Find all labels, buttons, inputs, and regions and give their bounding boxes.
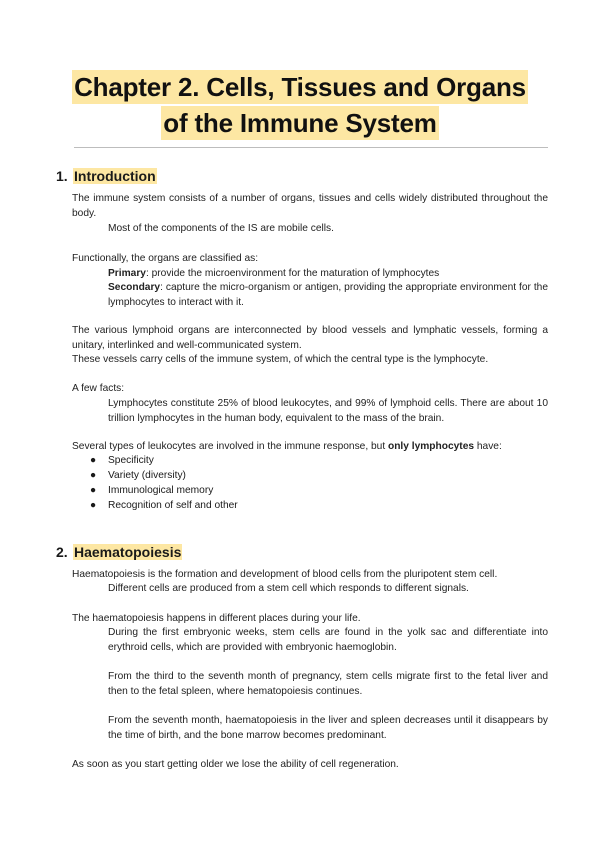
title-divider bbox=[74, 147, 548, 148]
lymphocyte-properties-list bbox=[90, 453, 238, 513]
haem-indent-2: From the third to the seventh month of pregnancy, stem cells migrate first to the fetal liver and then to the fetal spleen, where hematopoiesis continues. bbox=[108, 671, 548, 697]
list-item-text: Specificity bbox=[108, 455, 154, 466]
haem-paragraph-3: As soon as you start getting older we lose the ability of cell regeneration. bbox=[72, 759, 399, 770]
intro-paragraph-1-indent: Most of the components of the IS are mobile cells. bbox=[108, 223, 334, 234]
haem-indent-3: From the seventh month, haematopoiesis in the liver and spleen decreases until it disappears by the time of birth, and the bone marrow becomes predominant. bbox=[108, 715, 548, 741]
list-item bbox=[90, 453, 238, 468]
p6-post: have: bbox=[474, 441, 502, 452]
intro-paragraph-4: These vessels carry cells of the immune system, of which the central type is the lymphocyte. bbox=[72, 354, 489, 365]
chapter-title-line-1: Chapter 2. Cells, Tissues and Organs bbox=[74, 72, 526, 102]
intro-paragraph-5: A few facts: bbox=[72, 383, 125, 394]
bullet-icon: ● bbox=[90, 470, 97, 481]
p6-bold: only lymphocytes bbox=[387, 441, 475, 452]
section-title: Introduction bbox=[74, 168, 156, 184]
secondary-label: Secondary bbox=[108, 282, 161, 293]
section-heading-haematopoiesis bbox=[56, 543, 182, 561]
secondary-definition bbox=[108, 280, 548, 310]
intro-paragraph-1: The immune system consists of a number of organs, tissues and cells widely distributed throughout the body. bbox=[72, 193, 548, 219]
haem-indent-1: During the first embryonic weeks, stem cells are found in the yolk sac and differentiate into erythroid cells, which are provided with embryonic haemoglobin. bbox=[108, 627, 548, 653]
p6-pre: Several types of leukocytes are involved in the immune response, but bbox=[72, 441, 388, 452]
chapter-title-line-2: of the Immune System bbox=[163, 108, 437, 138]
haem-paragraph-1-indent: Different cells are produced from a stem cell which responds to different signals. bbox=[108, 583, 469, 594]
primary-definition bbox=[108, 266, 548, 281]
intro-paragraph-2: Functionally, the organs are classified as: bbox=[72, 253, 259, 264]
secondary-text: : capture the micro-organism or antigen, providing the appropriate environment for the lymphocytes to interact with it. bbox=[108, 282, 548, 308]
intro-paragraph-6 bbox=[72, 439, 548, 454]
bullet-icon: ● bbox=[90, 485, 97, 496]
list-item bbox=[90, 483, 238, 498]
list-item bbox=[90, 498, 238, 513]
haem-paragraph-1: Haematopoiesis is the formation and development of blood cells from the pluripotent stem cell. bbox=[72, 569, 498, 580]
chapter-title bbox=[0, 70, 600, 140]
intro-paragraph-5-indent: Lymphocytes constitute 25% of blood leukocytes, and 99% of lymphoid cells. There are about 10 trillion lymphocytes in the human body, equivalent to the mass of the brain. bbox=[108, 398, 548, 424]
section-number: 2. bbox=[56, 544, 68, 560]
section-title: Haematopoiesis bbox=[74, 544, 182, 560]
list-item-text: Variety (diversity) bbox=[108, 470, 186, 481]
list-item-text: Immunological memory bbox=[108, 485, 214, 496]
section-heading-introduction bbox=[56, 167, 157, 185]
haem-paragraph-2: The haematopoiesis happens in different places during your life. bbox=[72, 613, 361, 624]
bullet-icon: ● bbox=[90, 455, 97, 466]
intro-paragraph-3: The various lymphoid organs are interconnected by blood vessels and lymphatic vessels, forming a unitary, interlinked and well-communicated system. bbox=[72, 325, 548, 351]
primary-text: : provide the microenvironment for the maturation of lymphocytes bbox=[145, 268, 440, 279]
bullet-icon: ● bbox=[90, 500, 97, 511]
list-item bbox=[90, 468, 238, 483]
list-item-text: Recognition of self and other bbox=[108, 500, 238, 511]
primary-label: Primary bbox=[108, 268, 146, 279]
section-number: 1. bbox=[56, 168, 68, 184]
